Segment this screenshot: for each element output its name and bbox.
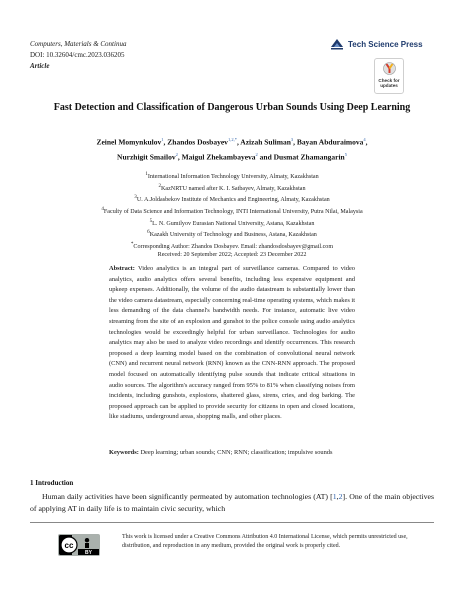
- affiliations: [40, 170, 424, 260]
- article-type: Article: [30, 62, 50, 70]
- paper-title: Fast Detection and Classification of Dangerous Urban Sounds Using Deep Learning: [53, 102, 411, 113]
- journal-name: Computers, Materials & Continua: [30, 40, 127, 48]
- introduction-paragraph: Human daily activities have been significantly permeated by automation technologies (AT) [1,2]. One of the main objectives of applying AT in daily life is to maintain civic security, which: [30, 492, 434, 513]
- cc-text: cc: [64, 541, 74, 550]
- author-affil-sup: 2: [175, 151, 178, 157]
- author-affil-sup: 5: [344, 151, 347, 157]
- author-name[interactable]: Maigul Zhekambayeva: [181, 152, 256, 161]
- author-affil-sup: 1: [161, 137, 164, 142]
- author-name[interactable]: Azizah Suliman: [240, 137, 291, 147]
- keywords: [109, 448, 355, 458]
- keywords-label: Keywords:: [109, 449, 139, 456]
- abstract-label: Abstract:: [109, 265, 135, 272]
- affiliation-line: $^2$KazNRTU named after K. I. Satbayev, Almaty, Kazakhstan: [158, 182, 306, 192]
- affiliation-line: $^4$Faculty of Data Science and Information Technology, INTI International University, Putra Nilai, Malaysia: [101, 205, 363, 215]
- author-affil-sup: 3: [290, 137, 294, 142]
- keywords-text: Deep learning; urban sounds; CNN; RNN; classification; impulsive sounds: [140, 449, 333, 456]
- author-line-1: Zeinel Momynkulov$^1$, Zhandos Dosbayev$^{1,2,*}$, Azizah Suliman$^3$, Bayan Abduraimova$^4$,: [96, 137, 368, 147]
- corresponding-author[interactable]: *Corresponding Author: Zhandos Dosbayev. Email: zhandosdosbayev@gmail.com: [130, 240, 334, 250]
- publisher-name: Tech Science Press: [348, 39, 423, 49]
- author-line-2: Nurzhigit Smailov$^2$, Maigul Zhekambayeva$^2$ and Dusmat Zhamangarin$^5$: [117, 151, 347, 161]
- author-name[interactable]: Dusmat Zhamangarin: [273, 152, 345, 161]
- citation-link[interactable]: 2: [338, 492, 343, 501]
- author-name[interactable]: Zeinel Momynkulov: [96, 137, 162, 147]
- affiliation-line: $^3$U. A.Joldasbekov Institute of Mechanics and Engineering, Almaty, Kazakhstan: [134, 194, 330, 204]
- section-heading: 1 Introduction: [30, 479, 74, 487]
- check-for-updates-badge[interactable]: [374, 58, 404, 94]
- crossmark-label: Check for updates: [378, 78, 400, 89]
- author-name[interactable]: Zhandos Dosbayev: [167, 137, 228, 147]
- affiliation-line: $^5$L. N. Gumilyov Eurasian National University, Astana, Kazakhstan: [149, 217, 315, 227]
- author-name[interactable]: Nurzhigit Smailov: [117, 152, 176, 161]
- publisher-logo[interactable]: [330, 38, 423, 50]
- affiliation-line: $^6$Kazakh University of Technology and Business, Astana, Kazakhstan: [147, 229, 317, 239]
- affiliation-line: $^1$International Information Technology University, Almaty, Kazakhstan: [145, 171, 319, 181]
- creative-commons-icon[interactable]: [58, 534, 100, 556]
- abstract: [109, 264, 355, 423]
- author-affil-sup: 2: [255, 151, 258, 157]
- by-text: BY: [85, 550, 92, 556]
- author-affil-sup: 4: [363, 137, 366, 142]
- license-text[interactable]: This work is licensed under a Creative Commons Attribution 4.0 International License, which permits unrestricted use, distribution, and reproduction in any medium, provided the original work is properly cited.: [122, 534, 408, 549]
- author-name[interactable]: Bayan Abduraimova: [296, 137, 364, 147]
- citation-link[interactable]: 1: [332, 492, 337, 501]
- crossmark-icon: [383, 62, 396, 75]
- doi[interactable]: DOI: 10.32604/cmc.2023.036205: [30, 51, 125, 59]
- abstract-text: Video analytics is an integral part of surveillance cameras. Compared to video analytics, audio analytics offers several benefits, including less expensive equipment and upkeep expenses. Additionally, the volume of the audio datastream is substantially lower than the video camera datastream, especially concerning real-time operating systems, which makes it less demanding of the data channel's bandwidth needs. For instance, automatic live video streaming from the site of an explosion and gunshot to the police console using audio analytics technologies would be exceedingly helpful for urban surveillance. Technologies for audio analytics may also be used to analyze video recordings and identify occurrences. This research proposed a deep learning model based on the combination of convolutional neural network (CNN) and recurrent neural network (RNN) known as the CNN-RNN approach. The proposed model focused on automatically identifying pulse sounds that indicate critical situations in audio sources. The algorithm's accuracy ranged from 95% to 81% when classifying noises from incidents, including gunshots, explosions, shattered glass, sirens, cries, and dog barking. The proposed approach can be applied to provide security for citizens in open and closed locations, like stadiums, underground areas, shopping malls, and other places.: [109, 265, 355, 421]
- author-list: [40, 134, 424, 163]
- author-affil-sup: 1,2,*: [227, 137, 237, 142]
- received-accepted-dates: Received: 20 September 2022; Accepted: 23 December 2022: [157, 252, 307, 259]
- footer-divider: [30, 522, 434, 523]
- publisher-mark-icon: [330, 38, 344, 50]
